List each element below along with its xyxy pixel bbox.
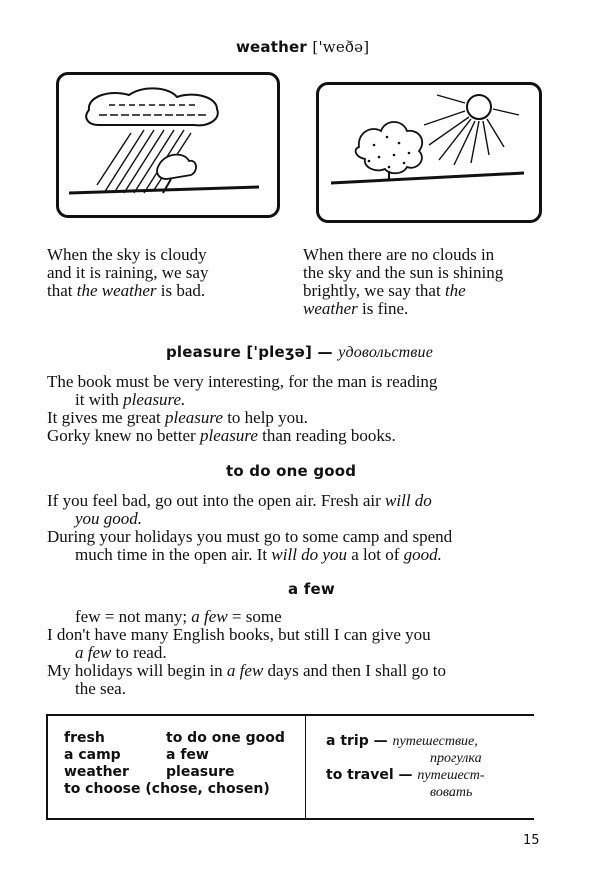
few-definition: few = not many; a few = some — [75, 607, 282, 626]
good-sentence-1b: you good. — [75, 509, 143, 528]
pleasure-translation: удовольствие — [338, 344, 434, 361]
pleasure-heading: pleasure ['pleʒə] — удовольствие — [166, 343, 434, 361]
vocab-fresh: fresh — [64, 730, 105, 746]
vocab-choose: to choose (chose, chosen) — [64, 781, 270, 797]
pleasure-sentence-1a: The book must be very interesting, for the man is reading — [47, 372, 438, 391]
pleasure-examples — [47, 373, 577, 445]
caption-left-line3: that the weather is bad. — [47, 281, 206, 300]
title-word: weather — [236, 38, 307, 56]
vocab-a-few: a few — [166, 747, 209, 763]
few-sentence-1a: I don't have many English books, but still I can give you — [47, 625, 431, 644]
caption-right-line1: When there are no clouds in — [303, 245, 495, 264]
sun-and-tree-icon — [319, 85, 539, 220]
few-sentence-2b: the sea. — [75, 679, 126, 698]
good-sentence-2b: much time in the open air. It will do you a lot of good. — [75, 545, 442, 564]
vocabulary-table — [46, 714, 534, 820]
pleasure-sentence-1b: it with pleasure. — [75, 390, 186, 409]
vocab-travel-2: вовать — [430, 785, 473, 800]
caption-right-line4: weather is fine. — [303, 299, 409, 318]
few-examples — [47, 608, 577, 698]
pleasure-sentence-3: Gorky knew no better pleasure than reading books. — [47, 426, 396, 445]
vocab-weather: weather — [64, 764, 129, 780]
vocab-trip: a trip — путешествие, — [326, 733, 478, 749]
rain-cloud-icon — [59, 75, 277, 215]
few-heading: a few — [288, 580, 335, 598]
vocab-left-column-2 — [166, 730, 285, 781]
caption-left-line2: and it is raining, we say — [47, 263, 209, 282]
vocab-trip-2: прогулка — [430, 751, 482, 766]
page-title — [236, 38, 369, 56]
rainy-weather-picture — [56, 72, 280, 218]
good-sentence-2a: During your holidays you must go to some camp and spend — [47, 527, 453, 546]
vocab-do-one-good: to do one good — [166, 730, 285, 746]
vocabulary-divider — [305, 716, 306, 818]
caption-right-line2: the sky and the sun is shining — [303, 263, 504, 282]
vocab-right-column — [326, 733, 526, 801]
caption-right — [303, 246, 543, 318]
caption-right-line3: brightly, we say that the — [303, 281, 466, 300]
few-sentence-1b: a few to read. — [75, 643, 167, 662]
page-number: 15 — [523, 833, 540, 848]
title-transcription: ['weðə] — [312, 38, 370, 56]
caption-left-line1: When the sky is cloudy — [47, 245, 207, 264]
vocab-travel: to travel — путешест- — [326, 767, 485, 783]
few-sentence-2a: My holidays will begin in a few days and then I shall go to — [47, 661, 446, 680]
good-examples — [47, 492, 577, 564]
vocab-camp: a camp — [64, 747, 121, 763]
pleasure-sentence-2: It gives me great pleasure to help you. — [47, 408, 308, 427]
caption-left — [47, 246, 287, 300]
good-sentence-1a: If you feel bad, go out into the open air. Fresh air will do — [47, 491, 432, 510]
good-heading: to do one good — [226, 462, 357, 480]
vocab-pleasure: pleasure — [166, 764, 235, 780]
sunny-weather-picture — [316, 82, 542, 223]
